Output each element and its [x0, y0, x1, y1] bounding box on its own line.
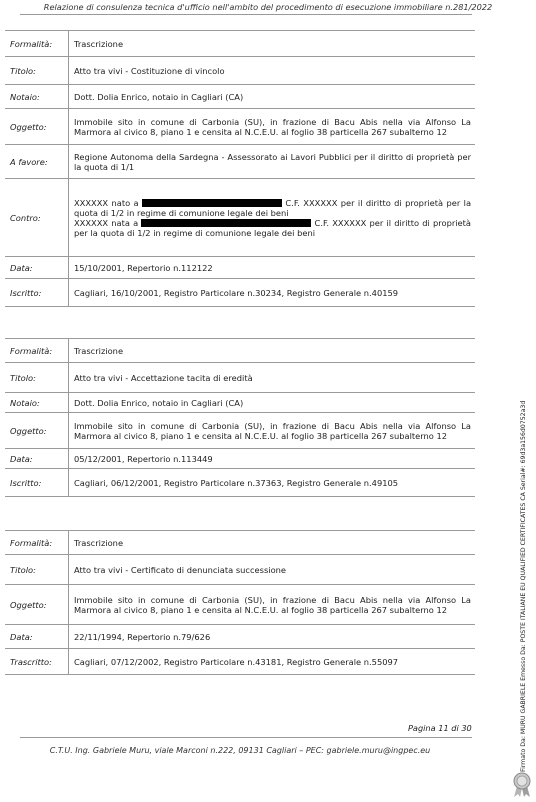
table-row: [5, 339, 475, 363]
table-row: [5, 449, 475, 469]
row-value: Trascrizione: [69, 531, 476, 555]
row-label: Formalità:: [5, 31, 69, 57]
redaction-bar: [142, 199, 282, 207]
row-value: Trascrizione: [69, 31, 476, 57]
row-value: Cagliari, 06/12/2001, Registro Particolare n.37363, Registro Generale n.49105: [69, 469, 476, 497]
row-label: Notaio:: [5, 85, 69, 109]
row-label: Oggetto:: [5, 413, 69, 449]
row-value: Immobile sito in comune di Carbonia (SU), in frazione di Bacu Abis nella via Alfonso La Marmora al civico 8, piano 1 e censita al N.C.E.U. al foglio 38 particella 267 subalterno 12: [69, 109, 476, 145]
row-value: 22/11/1994, Repertorio n.79/626: [69, 625, 476, 649]
row-value: Cagliari, 16/10/2001, Registro Particolare n.30234, Registro Generale n.40159: [69, 279, 476, 307]
row-value: Atto tra vivi - Certificato di denunciata successione: [69, 555, 476, 585]
digital-signature-strip: [514, 400, 534, 772]
row-value: Atto tra vivi - Costituzione di vincolo: [69, 57, 476, 85]
table-row: [5, 393, 475, 413]
table-row: [5, 179, 475, 257]
table-row: [5, 413, 475, 449]
table-row: [5, 85, 475, 109]
table-row: [5, 279, 475, 307]
record-table-2: [5, 338, 475, 497]
row-label: Notaio:: [5, 393, 69, 413]
row-value: 15/10/2001, Repertorio n.112122: [69, 257, 476, 279]
table-row: [5, 649, 475, 675]
digital-signature-text: Firmato Da: MURU GABRIELE Emesso Da: POSTE ITALIANE EU QUALIFIED CERTIFICATES CA Serial#: 69d3a156d0752a3d: [520, 400, 527, 772]
table-row: [5, 363, 475, 393]
row-value: Immobile sito in comune di Carbonia (SU), in frazione di Bacu Abis nella via Alfonso La Marmora al civico 8, piano 1 e censita al N.C.E.U. al foglio 38 particella 267 subalterno 12: [69, 585, 476, 625]
table-row: [5, 531, 475, 555]
table-row: [5, 585, 475, 625]
table-row: [5, 109, 475, 145]
contro-party-1: XXXXXX nato a C.F. XXXXXX per il diritto di proprietà per la quota di 1/2 in regime di comunione legale dei beni: [74, 197, 472, 218]
row-value: Cagliari, 07/12/2002, Registro Particolare n.43181, Registro Generale n.55097: [69, 649, 476, 675]
row-value: Atto tra vivi - Accettazione tacita di eredità: [69, 363, 476, 393]
header-title: Relazione di consulenza tecnica d'ufficio nell'ambito del procedimento di esecuzione immobiliare n.281/2022: [43, 2, 493, 12]
row-label: Oggetto:: [5, 109, 69, 145]
row-label: A favore:: [5, 145, 69, 179]
row-label: Titolo:: [5, 555, 69, 585]
row-value: Dott. Dolia Enrico, notaio in Cagliari (CA): [69, 393, 476, 413]
table-row: [5, 257, 475, 279]
row-value: Dott. Dolia Enrico, notaio in Cagliari (CA): [69, 85, 476, 109]
page-footer: C.T.U. Ing. Gabriele Muru, viale Marconi n.222, 09131 Cagliari – PEC: gabriele.muru@ingpec.eu: [49, 746, 431, 755]
footer-rule: [20, 737, 472, 738]
row-label: Iscritto:: [5, 469, 69, 497]
row-label: Oggetto:: [5, 585, 69, 625]
row-label: Data:: [5, 257, 69, 279]
row-label: Data:: [5, 625, 69, 649]
row-label: Data:: [5, 449, 69, 469]
row-value: 05/12/2001, Repertorio n.113449: [69, 449, 476, 469]
row-label: Trascritto:: [5, 649, 69, 675]
table-row: [5, 469, 475, 497]
table-row: [5, 31, 475, 57]
table-row: [5, 625, 475, 649]
row-label: Titolo:: [5, 57, 69, 85]
row-value: Immobile sito in comune di Carbonia (SU), in frazione di Bacu Abis nella via Alfonso La Marmora al civico 8, piano 1 e censita al N.C.E.U. al foglio 38 particella 267 subalterno 12: [69, 413, 476, 449]
page-number: Pagina 11 di 30: [408, 723, 472, 733]
record-table-3: [5, 530, 475, 675]
header-rule: [20, 14, 472, 15]
table-row: [5, 555, 475, 585]
row-label: Formalità:: [5, 531, 69, 555]
record-table-1: [5, 30, 475, 307]
row-value: Trascrizione: [69, 339, 476, 363]
row-label: Iscritto:: [5, 279, 69, 307]
contro-party-2: XXXXXX nata a C.F. XXXXXX per il diritto di proprietà per la quota di 1/2 in regime di comunione legale dei beni: [74, 217, 471, 238]
table-row: [5, 145, 475, 179]
row-value: Regione Autonoma della Sardegna - Assessorato ai Lavori Pubblici per il diritto di proprietà per la quota di 1/1: [69, 145, 476, 179]
certificate-seal-icon: [511, 772, 533, 802]
row-label: Contro:: [5, 179, 69, 257]
row-label: Titolo:: [5, 363, 69, 393]
row-label: Formalità:: [5, 339, 69, 363]
table-row: [5, 57, 475, 85]
row-value: [69, 179, 476, 257]
redaction-bar: [141, 219, 311, 227]
